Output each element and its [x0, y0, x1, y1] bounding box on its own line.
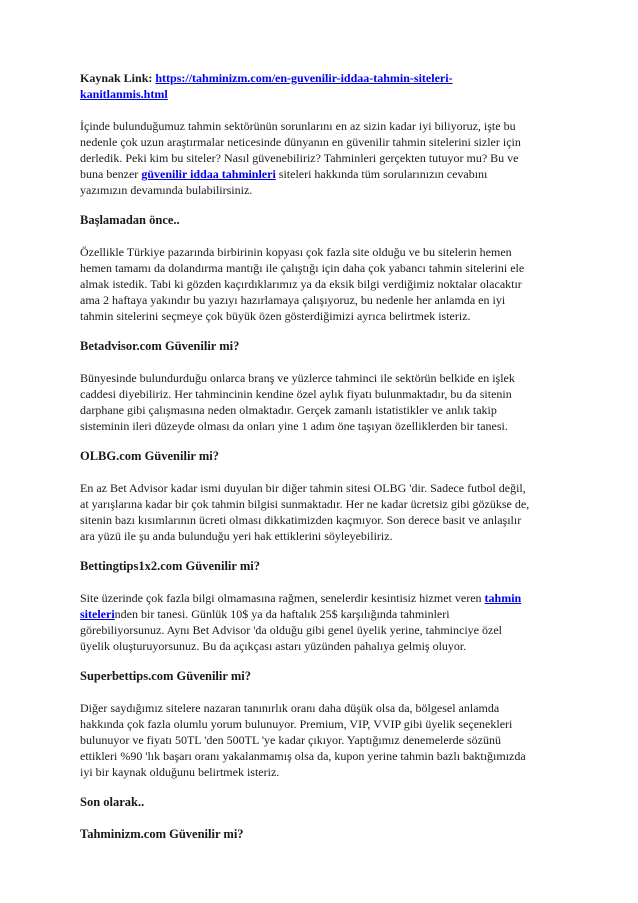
section-paragraph-olbg: [80, 480, 560, 544]
paragraph-line: görebiliyorsunuz. Aynı Bet Advisor 'da olduğu gibi genel üyelik yerine, tahminciye özel: [80, 623, 502, 637]
section-heading-betadvisor: Betadvisor.com Güvenilir mi?: [80, 339, 240, 353]
paragraph-line: hemen tamamı da dolandırma mantığı ile çalıştığı için daha çok yabancı tahmin sitelerini ele: [80, 261, 525, 275]
section-heading-son-olarak: Son olarak..: [80, 795, 145, 809]
intro-line: nedenle çok uzun araştırmalar neticesinde dünyanın en güvenilir tahmin sitelerini sizler için: [80, 135, 521, 149]
paragraph-line: üyelik oluşturuyorsunuz. Bu da açıkçası astarı yüzünden pahalıya gelmiş oluyor.: [80, 639, 467, 653]
section-paragraph-baslamadan: [80, 244, 560, 324]
intro-line: yazımızın devamında bulabilirsiniz.: [80, 183, 253, 197]
paragraph-line: bulunuyor ve fiyatı 50TL 'den 500TL 'ye kadar çıkıyor. Yaptığımız denemelerde sözünü: [80, 733, 501, 747]
section-heading-tahminizm: Tahminizm.com Güvenilir mi?: [80, 827, 244, 841]
paragraph-line: ettikleri %90 'lık başarı oranı yakalanmamış olsa da, kupon yerine tahmin bazlı baktığımızda: [80, 749, 526, 763]
intro-line: derledik. Peki kim bu siteler? Nasıl güvenebiliriz? Tahminleri gerçekten tutuyor mu? Bu ve: [80, 151, 519, 165]
tahmin-siteleri-link[interactable]: tahmin: [484, 591, 522, 605]
paragraph-line: sitelerinden bir tanesi. Günlük 10$ ya da haftalık 25$ karşılığında tahminleri: [80, 607, 450, 621]
paragraph-line: Özellikle Türkiye pazarında birbirinin kopyası çok fazla site olduğu ve bu sitelerin hemen: [80, 245, 512, 259]
paragraph-line: darphane gibi çalışmasına neden olmaktadır. Gerçek zamanlı istatistikler ve anlık takip: [80, 403, 497, 417]
section-heading-superbettips: Superbettips.com Güvenilir mi?: [80, 669, 251, 683]
source-url-link[interactable]: https://tahminizm.com/en-guvenilir-iddaa-tahmin-siteleri-: [155, 71, 453, 85]
section-heading-baslamadan: Başlamadan önce..: [80, 213, 180, 227]
section-heading-olbg: OLBG.com Güvenilir mi?: [80, 449, 220, 463]
paragraph-line: sisteminin ileri düzeyde olması da onları yine 1 adım öne taşıyan özelliklerden bir tanesi.: [80, 419, 508, 433]
paragraph-line: ara yüzü ile şu anda bulunduğu yeri hak ettiklerini söyleyebiliriz.: [80, 529, 393, 543]
paragraph-line: Site üzerinde çok fazla bilgi olmamasına rağmen, senelerdir kesintisiz hizmet veren tahmin: [80, 591, 522, 605]
paragraph-line: tahmin sitelerini seçmeye çok büyük özen gösterdiğimizi ayrıca belirtmek isteriz.: [80, 309, 471, 323]
source-label: Kaynak Link:: [80, 71, 153, 85]
paragraph-line: Diğer saydığımız sitelere nazaran tanınırlık oranı daha düşük olsa da, bölgesel anlamda: [80, 701, 500, 715]
intro-line: buna benzer güvenilir iddaa tahminleri siteleri hakkında tüm sorularınızın cevabını: [80, 167, 488, 181]
source-url-link-continued[interactable]: kanitlanmis.html: [80, 87, 168, 101]
paragraph-line: sitenin bazı kısımlarının ücreti olması dikkatimizden kaçmıyor. Son derece basit ve anlaşılır: [80, 513, 522, 527]
paragraph-line: hakkında çok fazla olumlu yorum bulunuyor. Premium, VIP, VVIP gibi üyelik seçenekleri: [80, 717, 513, 731]
section-heading-bettingtips: Bettingtips1x2.com Güvenilir mi?: [80, 559, 260, 573]
tahmin-siteleri-link-continued[interactable]: siteleri: [80, 607, 115, 621]
paragraph-line: almak istedik. Tabi ki gözden kaçırdıklarımız ya da eksik bilgi verdiğimiz noktalar olacaktır: [80, 277, 522, 291]
source-link-block: [80, 70, 560, 102]
section-paragraph-bettingtips: [80, 590, 560, 654]
section-paragraph-superbettips: [80, 700, 560, 780]
intro-paragraph: [80, 118, 560, 198]
paragraph-line: ama 2 haftaya yakındır bu yazıyı hazırlamaya çalışıyoruz, bu nedenle her anlamda en iyi: [80, 293, 506, 307]
paragraph-line: En az Bet Advisor kadar ismi duyulan bir diğer tahmin sitesi OLBG 'dir. Sadece futbol değil,: [80, 481, 526, 495]
paragraph-line: caddesi diyebiliriz. Her tahmincinin kendine özel aylık fiyatı bulunmaktadır, bu da sitenin: [80, 387, 512, 401]
paragraph-line: iyi bir kaynak olduğunu belirtmek isteriz.: [80, 765, 280, 779]
guvenilir-iddaa-tahminleri-link[interactable]: güvenilir iddaa tahminleri: [141, 167, 276, 181]
section-paragraph-betadvisor: [80, 370, 560, 434]
paragraph-line: at yarışlarına kadar bir çok tahmin bilgisi sunmaktadır. Her ne kadar ücretsiz gibi gözükse de,: [80, 497, 530, 511]
paragraph-line: Bünyesinde bulundurduğu onlarca branş ve yüzlerce tahminci ile sektörün belkide en işlek: [80, 371, 515, 385]
document-page: [80, 70, 560, 858]
intro-line: İçinde bulunduğumuz tahmin sektörünün sorunlarını en az sizin kadar iyi biliyoruz, işte bu: [80, 119, 516, 133]
